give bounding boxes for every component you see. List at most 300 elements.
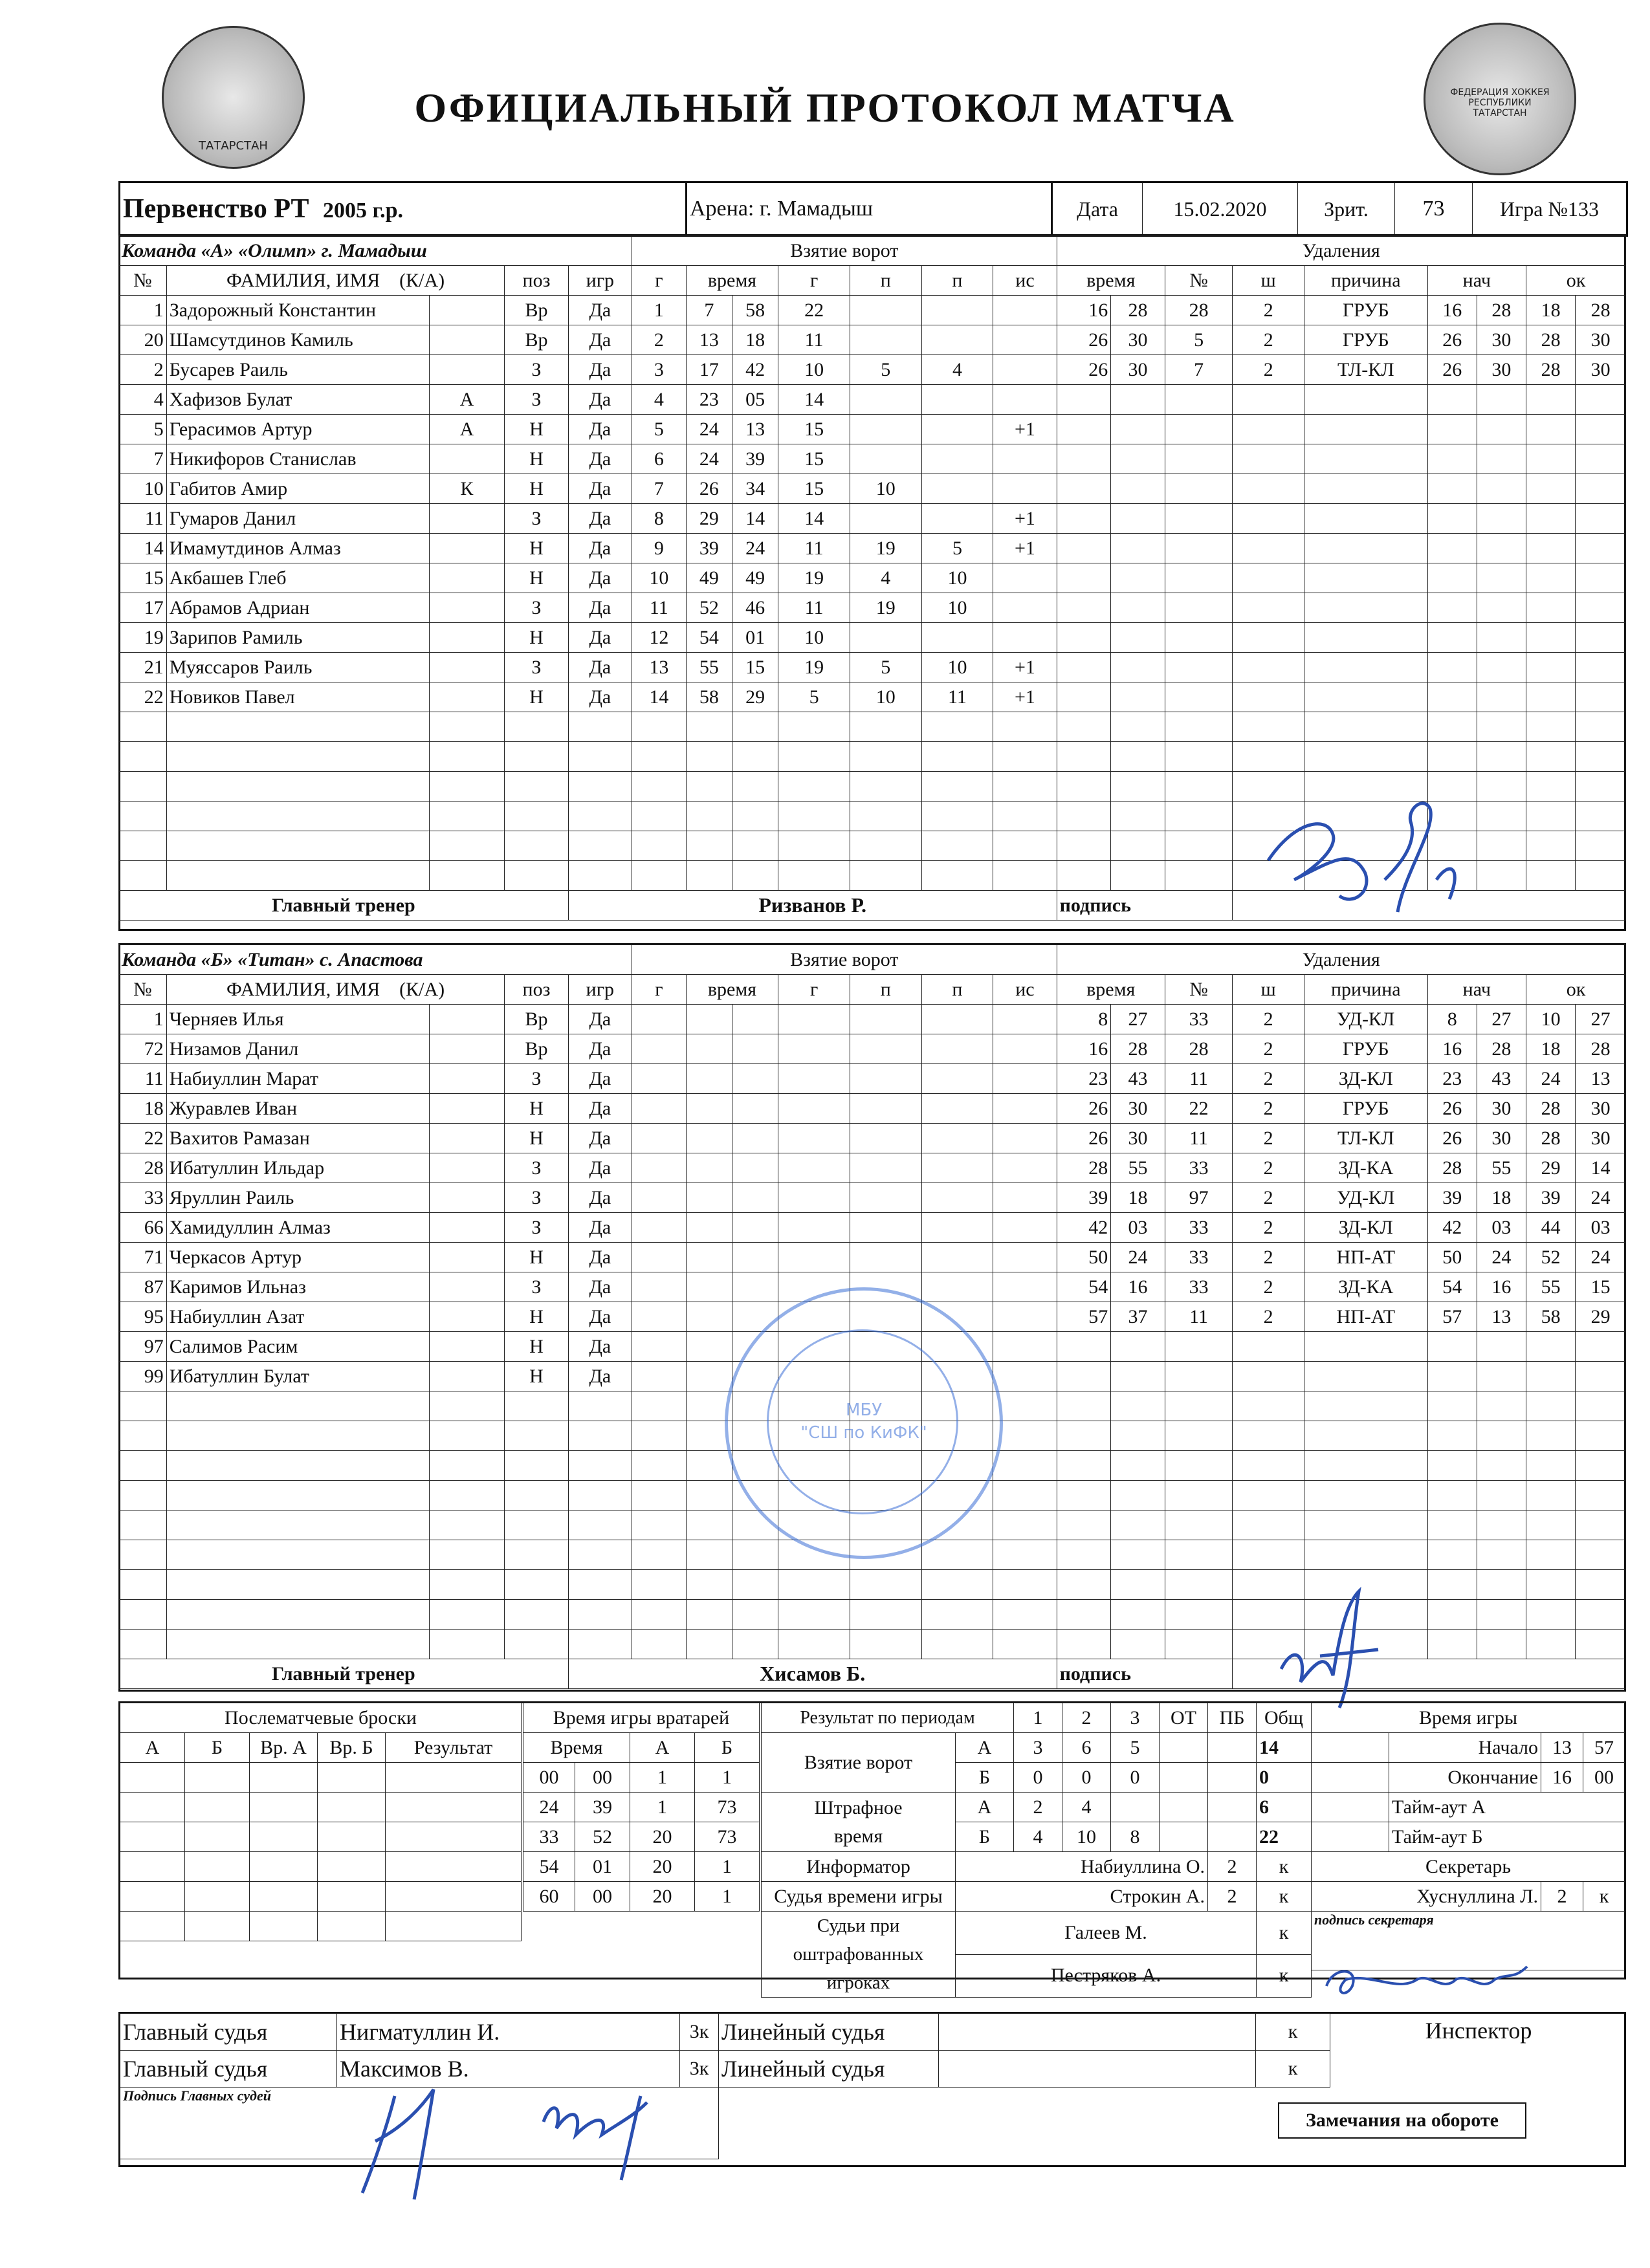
player-number: 17 [119, 593, 167, 623]
goal-minute: 24 [686, 415, 732, 444]
page-title: ОФИЦИАЛЬНЫЙ ПРОТОКОЛ МАТЧА [414, 85, 1236, 131]
captain-mark [429, 1213, 505, 1243]
captain-mark [429, 1124, 505, 1153]
table-row [119, 593, 1626, 623]
goal-strength [993, 385, 1057, 415]
penalty-end-sec: 30 [1576, 355, 1626, 385]
player-position: Н [505, 1094, 568, 1124]
player-plays: Да [568, 1332, 632, 1362]
logo-hockey-federation: ФЕДЕРАЦИЯ ХОККЕЯ РЕСПУБЛИКИ ТАТАРСТАН [1424, 23, 1576, 175]
penalty-start-sec: 43 [1477, 1064, 1526, 1094]
captain-mark [429, 1272, 505, 1302]
table-row [119, 415, 1626, 444]
penalty-minutes: 2 [1233, 1153, 1304, 1183]
player-name: Гумаров Данил [166, 504, 429, 534]
captain-mark [429, 623, 505, 653]
penalty-second: 37 [1111, 1302, 1165, 1332]
penalty-reason: ГРУБ [1304, 1034, 1428, 1064]
player-plays: Да [568, 415, 632, 444]
player-position: З [505, 385, 568, 415]
assist-2 [921, 504, 993, 534]
spectators: 73 [1395, 182, 1473, 236]
arena: Арена: г. Мамадыш [687, 182, 1052, 236]
penalty-start-min: 42 [1427, 1213, 1477, 1243]
player-number: 14 [119, 534, 167, 563]
player-number: 22 [119, 682, 167, 712]
penalty-end-min: 52 [1526, 1243, 1576, 1272]
player-number: 2 [119, 355, 167, 385]
captain-mark: К [429, 474, 505, 504]
team-a-table: Команда «А» «Олимп» г. Мамадыш Взятие ворот Удаления № ФАМИЛИЯ, ИМЯ (К/А) поз игр г время г п п ис время № ш причина нач ок 1 Задорожный Константин Вр Да 1 7 58 22 16 28 28 2 ГРУБ 16 28 18 28 20 Шамсутдинов Камиль Вр Да 2 13 18 11 26 30 5 2 ГРУБ 26 30 28 30 2 Бусарев Раиль З Да 3 17 42 10 5 4 26 30 7 2 ТЛ-КЛ 26 30 28 30 4 Хафизов Булат А З Да 4 23 05 14 5 Герасимов Артур А Н Да 5 24 13 15 +1 7 Никифоров Станислав Н Да 6 24 39 15 10 Габитов Амир К Н Да 7 26 34 15 10 11 Гумаров Данил З Да 8 29 14 14 +1 14 Имамутдинов Алмаз Н Да 9 39 24 11 19 5 +1 15 Акбашев Глеб Н Да 10 49 49 19 4 10 17 Абрамов Адриан З Да 11 52 46 11 19 10 19 Зарипов Рамиль Н Да 12 54 01 10 21 Муяссаров Раиль З Да 13 55 15 19 5 10 +1 22 Новиков Павел Н Да 14 58 29 5 10 11 +1 Главный тренер Ризванов Р. подпись [118, 235, 1626, 921]
table-row [119, 1243, 1626, 1272]
player-name: Бусарев Раиль [166, 355, 429, 385]
captain-mark: А [429, 415, 505, 444]
table-row [119, 623, 1626, 653]
penalty-minute: 16 [1057, 1034, 1111, 1064]
penalty-reason: ГРУБ [1304, 296, 1428, 325]
player-plays: Да [568, 385, 632, 415]
penalty-start-sec: 55 [1477, 1153, 1526, 1183]
player-number: 21 [119, 653, 167, 682]
table-row [119, 296, 1626, 325]
penalty-start-sec: 30 [1477, 1124, 1526, 1153]
spectators-label: Зрит. [1298, 182, 1395, 236]
goal-minute: 13 [686, 325, 732, 355]
captain-mark [429, 296, 505, 325]
goal-scorer: 19 [778, 563, 850, 593]
penalty-end-min: 29 [1526, 1153, 1576, 1183]
assist-1 [850, 623, 921, 653]
penalty-minutes: 2 [1233, 325, 1304, 355]
player-position: З [505, 593, 568, 623]
penalty-second: 30 [1111, 1124, 1165, 1153]
player-plays: Да [568, 1005, 632, 1034]
penalty-end-min: 28 [1526, 1124, 1576, 1153]
penalty-reason: УД-КЛ [1304, 1183, 1428, 1213]
penalty-player: 22 [1165, 1094, 1233, 1124]
goal-second: 42 [732, 355, 778, 385]
player-number: 19 [119, 623, 167, 653]
penalty-end-min: 24 [1526, 1064, 1576, 1094]
penalty-end-sec: 28 [1576, 296, 1626, 325]
head-coach-label: Главный тренер [119, 1659, 569, 1689]
penalty-end-sec: 24 [1576, 1243, 1626, 1272]
team-b-table: Команда «Б» «Титан» с. Апастова Взятие ворот Удаления № ФАМИЛИЯ, ИМЯ (К/А) поз игр г время г п п ис время № ш причина нач ок 1 Черняев Илья Вр Да 8 27 33 2 УД-КЛ 8 27 10 27 72 Низамов Данил Вр Да 16 28 28 2 ГРУБ 16 28 18 28 11 Набиуллин Марат З Да 23 43 11 2 ЗД-КЛ 23 43 24 13 18 Журавлев Иван Н Да 26 30 22 2 ГРУБ 26 30 28 30 22 Вахитов Рамазан Н Да 26 30 11 2 ТЛ-КЛ 26 30 28 30 28 Ибатуллин Ильдар З Да 28 55 33 2 ЗД-КА 28 55 29 14 33 Яруллин Раиль З Да 39 18 97 2 УД-КЛ 39 18 39 24 66 Хамидуллин Алмаз З Да 42 03 33 2 ЗД-КЛ 42 03 44 03 71 Черкасов Артур Н Да 50 24 33 2 НП-АТ 50 24 52 24 87 Каримов Ильназ З Да 54 16 33 2 ЗД-КА 54 16 55 15 95 Набиуллин Азат Н Да 57 37 11 2 НП-АТ 57 13 58 29 97 Салимов Расим Н Да 99 Ибатуллин Булат Н Да Главный тренер Хисамов Б. подпись [118, 944, 1626, 1689]
player-name: Герасимов Артур [166, 415, 429, 444]
team-a-title: Команда «А» «Олимп» г. Мамадыш [119, 236, 632, 266]
goal-scorer: 11 [778, 534, 850, 563]
player-position: Вр [505, 1005, 568, 1034]
penalty-end-sec: 24 [1576, 1183, 1626, 1213]
goal-second: 49 [732, 563, 778, 593]
penalty-minutes: 2 [1233, 1302, 1304, 1332]
goal-number: 10 [632, 563, 687, 593]
goal-minute: 24 [686, 444, 732, 474]
player-number: 87 [119, 1272, 167, 1302]
goal-number: 6 [632, 444, 687, 474]
captain-mark [429, 355, 505, 385]
goal-number: 1 [632, 296, 687, 325]
periods-table: Результат по периодам 1 2 3 ОТ ПБ Общ Взятие ворот А 3 6 5 14 Б 0 0 0 0 Штрафное время А 2 4 6 Б 4 10 8 22 Информатор Набиуллина О. 2 к Судья времени игры Строкин А. 2 к Судьи при оштрафованных игроках Галеев М. к Пестряков А. к [761, 1703, 1312, 1998]
goal-strength [993, 296, 1057, 325]
assist-1: 10 [850, 682, 921, 712]
player-name: Муяссаров Раиль [166, 653, 429, 682]
shootouts-table: Послематчевые броски А Б Вр. А Вр. Б Результат [120, 1703, 522, 1941]
goal-number: 9 [632, 534, 687, 563]
player-name: Задорожный Константин [166, 296, 429, 325]
head-coach-name: Ризванов Р. [568, 891, 1057, 921]
penalty-start-sec: 27 [1477, 1005, 1526, 1034]
player-name: Шамсутдинов Камиль [166, 325, 429, 355]
table-row [119, 1153, 1626, 1183]
player-plays: Да [568, 474, 632, 504]
game-time-table: Время игры Начало 13 57 Окончание 16 00 Тайм-аут А Тайм-аут Б Секретарь Хуснуллина Л. 2 к подпись секретаря [1311, 1703, 1625, 1970]
coach-b-signature [1268, 1578, 1398, 1721]
referees-signature [349, 2070, 712, 2206]
player-position: З [505, 1272, 568, 1302]
player-name: Зарипов Рамиль [166, 623, 429, 653]
penalty-player: 11 [1165, 1124, 1233, 1153]
goal-second: 58 [732, 296, 778, 325]
penalty-start-min: 16 [1427, 1034, 1477, 1064]
assist-2: 4 [921, 355, 993, 385]
captain-mark [429, 504, 505, 534]
goal-number: 7 [632, 474, 687, 504]
player-number: 71 [119, 1243, 167, 1272]
player-name: Черняев Илья [166, 1005, 429, 1034]
player-position: З [505, 1213, 568, 1243]
player-plays: Да [568, 563, 632, 593]
date-label: Дата [1052, 182, 1143, 236]
penalty-second: 55 [1111, 1153, 1165, 1183]
captain-mark [429, 325, 505, 355]
secretary-signature [1320, 1954, 1534, 2005]
penalty-minutes: 2 [1233, 1064, 1304, 1094]
match-header [118, 181, 1628, 237]
captain-mark [429, 682, 505, 712]
penalty-minutes: 2 [1233, 1124, 1304, 1153]
player-plays: Да [568, 623, 632, 653]
player-number: 72 [119, 1034, 167, 1064]
penalty-end-sec: 30 [1576, 1124, 1626, 1153]
player-name: Хафизов Булат [166, 385, 429, 415]
penalty-player: 11 [1165, 1064, 1233, 1094]
penalty-player: 5 [1165, 325, 1233, 355]
goal-scorer: 5 [778, 682, 850, 712]
goal-second: 46 [732, 593, 778, 623]
player-number: 11 [119, 1064, 167, 1094]
penalties-header: Удаления [1057, 945, 1625, 975]
player-position: Вр [505, 296, 568, 325]
penalty-end-min: 44 [1526, 1213, 1576, 1243]
penalty-reason: ТЛ-КЛ [1304, 355, 1428, 385]
penalty-second: 03 [1111, 1213, 1165, 1243]
player-name: Вахитов Рамазан [166, 1124, 429, 1153]
penalty-minute: 26 [1057, 355, 1111, 385]
goal-minute: 17 [686, 355, 732, 385]
player-name: Акбашев Глеб [166, 563, 429, 593]
player-position: З [505, 1183, 568, 1213]
player-number: 5 [119, 415, 167, 444]
goal-number: 13 [632, 653, 687, 682]
penalty-minute: 8 [1057, 1005, 1111, 1034]
logo-tatarstan: ТАТАРСТАН [162, 26, 305, 169]
table-row [119, 1064, 1626, 1094]
inspector-label: Инспектор [1425, 2018, 1532, 2044]
player-position: З [505, 653, 568, 682]
table-row [119, 1183, 1626, 1213]
goal-second: 29 [732, 682, 778, 712]
captain-mark: А [429, 385, 505, 415]
captain-mark [429, 1302, 505, 1332]
table-row: 24 39 1 73 [523, 1793, 760, 1822]
table-row [119, 474, 1626, 504]
goal-second: 24 [732, 534, 778, 563]
penalty-minute: 23 [1057, 1064, 1111, 1094]
assist-1: 5 [850, 653, 921, 682]
table-row [119, 653, 1626, 682]
table-row [119, 563, 1626, 593]
player-number: 66 [119, 1213, 167, 1243]
player-name: Низамов Данил [166, 1034, 429, 1064]
goal-minute: 52 [686, 593, 732, 623]
player-position: Н [505, 534, 568, 563]
captain-mark [429, 1183, 505, 1213]
table-row [119, 444, 1626, 474]
table-row [119, 534, 1626, 563]
penalty-second: 43 [1111, 1064, 1165, 1094]
goal-scorer: 10 [778, 623, 850, 653]
assist-2 [921, 415, 993, 444]
penalty-reason: ГРУБ [1304, 1094, 1428, 1124]
penalty-start-min: 26 [1427, 1094, 1477, 1124]
penalty-player: 28 [1165, 1034, 1233, 1064]
penalty-start-sec: 30 [1477, 355, 1526, 385]
goal-second: 14 [732, 504, 778, 534]
player-name: Никифоров Станислав [166, 444, 429, 474]
penalty-minute: 42 [1057, 1213, 1111, 1243]
player-number: 15 [119, 563, 167, 593]
goal-number: 12 [632, 623, 687, 653]
assist-2: 11 [921, 682, 993, 712]
penalty-start-min: 23 [1427, 1064, 1477, 1094]
table-row [119, 325, 1626, 355]
penalty-reason: ТЛ-КЛ [1304, 1124, 1428, 1153]
assist-1: 5 [850, 355, 921, 385]
table-row [119, 1213, 1626, 1243]
penalty-start-min: 39 [1427, 1183, 1477, 1213]
player-position: Н [505, 563, 568, 593]
player-plays: Да [568, 296, 632, 325]
game-number: Игра №133 [1473, 182, 1627, 236]
assist-2: 5 [921, 534, 993, 563]
goal-strength [993, 325, 1057, 355]
goal-strength: +1 [993, 415, 1057, 444]
penalty-end-min: 28 [1526, 355, 1576, 385]
assist-1: 10 [850, 474, 921, 504]
player-name: Набиуллин Азат [166, 1302, 429, 1332]
penalty-start-sec: 03 [1477, 1213, 1526, 1243]
penalty-reason: УД-КЛ [1304, 1005, 1428, 1034]
assist-2: 10 [921, 593, 993, 623]
penalty-player: 33 [1165, 1005, 1233, 1034]
captain-mark [429, 1034, 505, 1064]
penalty-start-sec: 24 [1477, 1243, 1526, 1272]
goal-strength: +1 [993, 504, 1057, 534]
penalty-start-min: 28 [1427, 1153, 1477, 1183]
penalty-reason: ЗД-КЛ [1304, 1213, 1428, 1243]
penalty-minutes: 2 [1233, 1094, 1304, 1124]
table-row [119, 1570, 1626, 1600]
player-plays: Да [568, 1213, 632, 1243]
table-row [119, 1034, 1626, 1064]
penalty-reason: НП-АТ [1304, 1302, 1428, 1332]
penalty-player: 97 [1165, 1183, 1233, 1213]
player-name: Набиуллин Марат [166, 1064, 429, 1094]
organization-stamp: МБУ "СШ по КиФК" [725, 1287, 1003, 1559]
player-name: Журавлев Иван [166, 1094, 429, 1124]
goal-scorer: 22 [778, 296, 850, 325]
captain-mark [429, 444, 505, 474]
table-row [119, 1630, 1626, 1659]
goal-number: 2 [632, 325, 687, 355]
goal-strength: +1 [993, 653, 1057, 682]
penalty-end-sec: 30 [1576, 1094, 1626, 1124]
coach-a-signature [1255, 783, 1475, 932]
assist-1: 4 [850, 563, 921, 593]
penalty-second: 27 [1111, 1005, 1165, 1034]
table-row: 00 00 1 1 [523, 1763, 760, 1793]
penalty-minute: 26 [1057, 325, 1111, 355]
penalty-player: 33 [1165, 1153, 1233, 1183]
table-row [119, 385, 1626, 415]
signature-label: подпись [1057, 1659, 1233, 1689]
penalty-player: 33 [1165, 1213, 1233, 1243]
player-plays: Да [568, 1094, 632, 1124]
penalty-second: 16 [1111, 1272, 1165, 1302]
goal-second: 13 [732, 415, 778, 444]
penalty-start-min: 54 [1427, 1272, 1477, 1302]
penalty-start-min: 16 [1427, 296, 1477, 325]
penalty-minute: 54 [1057, 1272, 1111, 1302]
goal-second: 34 [732, 474, 778, 504]
captain-mark [429, 1005, 505, 1034]
table-row [119, 682, 1626, 712]
goalie-time-table: Время игры вратарей Время А Б 00 00 1 1 24 39 1 73 33 52 20 73 54 01 20 1 60 00 20 1 [523, 1703, 760, 1912]
goal-scorer: 14 [778, 504, 850, 534]
player-position: Н [505, 1332, 568, 1362]
penalty-minutes: 2 [1233, 1272, 1304, 1302]
goal-strength [993, 474, 1057, 504]
captain-mark [429, 1064, 505, 1094]
captain-mark [429, 593, 505, 623]
player-plays: Да [568, 1302, 632, 1332]
penalty-end-sec: 28 [1576, 1034, 1626, 1064]
assist-2 [921, 385, 993, 415]
table-row [119, 1094, 1626, 1124]
captain-mark [429, 653, 505, 682]
goal-minute: 49 [686, 563, 732, 593]
player-position: З [505, 355, 568, 385]
penalty-minutes: 2 [1233, 355, 1304, 385]
penalty-second: 30 [1111, 325, 1165, 355]
player-plays: Да [568, 355, 632, 385]
assist-2 [921, 325, 993, 355]
assist-1 [850, 444, 921, 474]
player-position: Н [505, 1362, 568, 1391]
penalty-second: 30 [1111, 1094, 1165, 1124]
player-position: Вр [505, 325, 568, 355]
player-plays: Да [568, 534, 632, 563]
player-number: 11 [119, 504, 167, 534]
player-plays: Да [568, 444, 632, 474]
penalty-end-min: 10 [1526, 1005, 1576, 1034]
penalty-end-min: 39 [1526, 1183, 1576, 1213]
player-position: Н [505, 1302, 568, 1332]
goal-number: 5 [632, 415, 687, 444]
penalty-reason: ЗД-КЛ [1304, 1064, 1428, 1094]
penalty-end-sec: 30 [1576, 325, 1626, 355]
date: 15.02.2020 [1143, 182, 1298, 236]
player-name: Габитов Амир [166, 474, 429, 504]
penalty-minutes: 2 [1233, 1183, 1304, 1213]
penalty-minute: 57 [1057, 1302, 1111, 1332]
goal-strength: +1 [993, 682, 1057, 712]
goal-scorer: 14 [778, 385, 850, 415]
table-row [119, 504, 1626, 534]
goal-second: 05 [732, 385, 778, 415]
penalty-player: 28 [1165, 296, 1233, 325]
penalty-player: 7 [1165, 355, 1233, 385]
goal-scorer: 15 [778, 474, 850, 504]
goal-second: 39 [732, 444, 778, 474]
assist-1 [850, 296, 921, 325]
penalty-end-min: 28 [1526, 1094, 1576, 1124]
player-number: 7 [119, 444, 167, 474]
player-number: 4 [119, 385, 167, 415]
table-row [119, 1600, 1626, 1630]
player-plays: Да [568, 1034, 632, 1064]
table-row [119, 712, 1626, 742]
goal-strength [993, 623, 1057, 653]
captain-mark [429, 1153, 505, 1183]
penalty-player: 33 [1165, 1272, 1233, 1302]
penalty-minutes: 2 [1233, 1243, 1304, 1272]
player-number: 10 [119, 474, 167, 504]
table-row [119, 1005, 1626, 1034]
player-position: Вр [505, 1034, 568, 1064]
penalty-reason: ГРУБ [1304, 325, 1428, 355]
penalty-end-sec: 03 [1576, 1213, 1626, 1243]
penalty-start-min: 26 [1427, 355, 1477, 385]
player-plays: Да [568, 1243, 632, 1272]
goal-minute: 29 [686, 504, 732, 534]
goal-strength [993, 563, 1057, 593]
penalty-second: 24 [1111, 1243, 1165, 1272]
captain-mark [429, 1243, 505, 1272]
penalty-minutes: 2 [1233, 1213, 1304, 1243]
player-number: 33 [119, 1183, 167, 1213]
goal-second: 18 [732, 325, 778, 355]
player-position: Н [505, 444, 568, 474]
penalty-minutes: 2 [1233, 1034, 1304, 1064]
assist-1: 19 [850, 593, 921, 623]
goal-strength [993, 593, 1057, 623]
player-position: Н [505, 474, 568, 504]
assist-1 [850, 325, 921, 355]
assist-1 [850, 385, 921, 415]
penalty-second: 30 [1111, 355, 1165, 385]
